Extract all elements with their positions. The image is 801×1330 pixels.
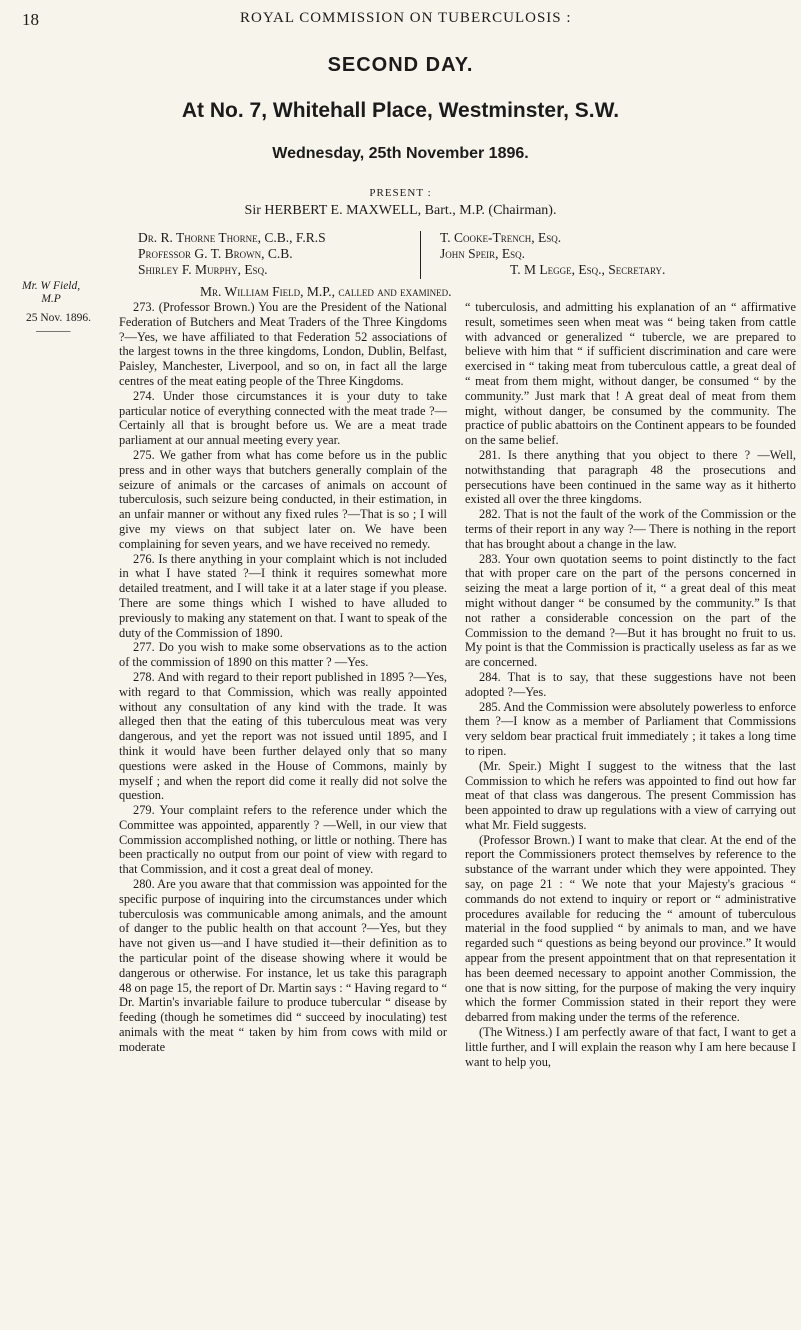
location-heading: At No. 7, Whitehall Place, Westminster, S.W. bbox=[181, 99, 620, 122]
margin-dash: ——— bbox=[36, 325, 71, 337]
paragraph: 281. Is there anything that you object to there ? —Well, notwithstanding that paragraph 48 the prosecutions and persecutions have been continued in the same way as it hitherto existed all over the three kingdoms. bbox=[465, 447, 796, 507]
paragraph: 279. Your complaint refers to the reference under which the Committee was appointed, apparently ? —Well, in our view that Commission accomplished nothing, or little or nothing. There has been practically no output from our point of view with regard to that Commission, and it cost a great deal of money. bbox=[119, 803, 447, 877]
paragraph-continuation: “ tuberculosis, and admitting his explanation of an “ affirmative result, sometimes seen when meat was “ being taken from cattle with advanced or generalized “ tubercle, we are prepared to believe with him that “ if sufficient discrimination and care were exercised in “ taking meat from tuberculous cattle, a great deal of “ meat from them might, without danger, be consumed “ by the community.” Just mark that ! A great deal of meat from them might, without danger, be consumed by the community. The practice of public abattoirs on the Continent appears to be founded on the same belief. bbox=[465, 300, 796, 448]
attendee-secretary: T. M Legge, Esq., Secretary. bbox=[510, 262, 666, 277]
margin-witness-line: Mr. W Field, bbox=[22, 280, 81, 292]
attendees-left bbox=[138, 230, 326, 278]
right-column bbox=[465, 300, 796, 1069]
attendee-divider bbox=[420, 231, 421, 279]
paragraph: 275. We gather from what has come before us in the public press and in other ways that butchers generally complain of the seizure of animals or the carcases of animals on account of tuberculosis, such seizure being conducted, in their estimation, in an unfair manner or without any fixed rules ?—That is so ; I will give my views on that subject later on. We have been complaining for seven years, and we have received no remedy. bbox=[119, 447, 447, 551]
paragraph: (The Witness.) I am perfectly aware of that fact, I want to get a little further, and I will explain the reason why I am here because I want to help you, bbox=[465, 1025, 796, 1069]
paragraph: 284. That is to say, that these suggestions have not been adopted ?—Yes. bbox=[465, 669, 796, 699]
margin-witness-name bbox=[22, 280, 80, 306]
paragraph: 282. That is not the fault of the work of the Commission or the terms of their report in any way ?— There is nothing in the report that has brought about a change in the law. bbox=[465, 507, 796, 551]
running-title: ROYAL COMMISSION ON TUBERCULOSIS : bbox=[240, 10, 572, 26]
paragraph: 285. And the Commission were absolutely powerless to enforce them ?—I know as a member of Parliament that Commissions very seldom bear practical fruit immediately ; it takes a long time to ripen. bbox=[465, 699, 796, 758]
paragraph: 276. Is there anything in your complaint which is not included in what I have stated ?—I think it requires somewhat more detailed treatment, and I will take it at a later stage if you please. There are some things which I wished to have alluded to previously to making any statement on that. I want to speak of the duty of the Commission of 1890. bbox=[119, 551, 447, 640]
attendee: Dr. R. Thorne Thorne, C.B., F.R.S bbox=[138, 230, 326, 245]
paragraph: 274. Under those circumstances it is your duty to take particular notice of everything connected with the meat trade ?—Certainly all that is brought before us. We are a meat trade parliament at our annual meeting every year. bbox=[119, 388, 447, 448]
date-heading: Wednesday, 25th November 1896. bbox=[272, 145, 529, 162]
paragraph: 273. (Professor Brown.) You are the President of the National Federation of Butchers and Meat Traders of the Three Kingdoms ?—Yes, we have affiliated to that Federation 52 associations of the largest towns in the three kingdoms, London, Dublin, Belfast, Paisley, Manchester, Liverpool, and so on, in fact all the large centres of the meat eating people of the Three Kingdoms. bbox=[119, 300, 447, 388]
page-number: 18 bbox=[22, 10, 39, 29]
paragraph: 283. Your own quotation seems to point distinctly to the fact that with proper care on the part of the persons concerned in seizing the meat a large portion of it, “ a great deal of this meat might without danger “ be consumed by the community.” Is that not rather a considerable concession on the part of the Commission to the demand ?—But it has brought no fruit to us. My point is that the Commission is practically useless as far as we are concerned. bbox=[465, 551, 796, 670]
attendee: Shirley F. Murphy, Esq. bbox=[138, 262, 268, 277]
day-heading: SECOND DAY. bbox=[327, 54, 474, 76]
witness-line: Mr. William Field, M.P., called and examined. bbox=[200, 284, 452, 299]
margin-witness-line: M.P bbox=[41, 293, 61, 305]
left-column bbox=[119, 300, 447, 1055]
paragraph: 278. And with regard to their report published in 1895 ?—Yes, with regard to that Commission, which was really appointed without any consultation of any kind with the trade. It was alleged then that the eating of this tuberculous meat was very dangerous, and yet the report was not issued until 1895, and I think it would have been further delayed only that so many questions were asked in the House of Commons, mainly by myself ; and when the report did come it really did not solve the question. bbox=[119, 669, 447, 803]
chairman-line: Sir HERBERT E. MAXWELL, Bart., M.P. (Chairman). bbox=[244, 203, 557, 218]
paragraph: 277. Do you wish to make some observations as to the action of the commission of 1890 on this matter ? —Yes. bbox=[119, 640, 447, 670]
attendee: T. Cooke-Trench, Esq. bbox=[440, 230, 562, 245]
present-label: PRESENT : bbox=[369, 187, 432, 199]
attendee: John Speir, Esq. bbox=[440, 246, 526, 261]
paragraph: (Professor Brown.) I want to make that clear. At the end of the report the Commissioners protect themselves by reference to the substance of the warrant under which they were appointed. They say, on page 21 : “ We note that your Majesty's gracious “ commands do not extend to inquiry or report or “ administrative procedures available for reducing the “ amount of tuberculous material in the food supplied “ by animals to man, and we have regarded such “ questions as being beyond our province.” It would appear from the present appointment that on that representation it has been deemed necessary to appoint another Commission, the one that is now sitting, for the purpose of making the very inquiry which the former Commission stated in their report they were debarred from making under the terms of the reference. bbox=[465, 832, 796, 1025]
margin-date: 25 Nov. 1896. bbox=[26, 312, 92, 324]
attendee: Professor G. T. Brown, C.B. bbox=[138, 246, 293, 261]
paragraph: (Mr. Speir.) Might I suggest to the witness that the last Commission to which he refers was appointed to find out how far meat of that class was dangerous. The present Commission has been appointed to draw up regulations with a view of carrying out what Mr. Field suggests. bbox=[465, 758, 796, 832]
paragraph: 280. Are you aware that that commission was appointed for the specific purpose of inquiring into the circumstances under which tuberculosis was communicable among animals, and the amount of danger to the public health on that account ?—Yes, but they have not given us—and I have studied it—their definition as to the particular point of the disease showing where it would be dangerous or otherwise. For instance, let us take this paragraph 48 on page 15, the report of Dr. Martin says : “ Having regard to “ Dr. Martin's invariable failure to produce tubercular “ disease by feeding (though he sometimes did “ succeed by inoculating) test animals with the meat “ taken by him from cows with mild or moderate bbox=[119, 877, 447, 1054]
running-head bbox=[0, 6, 801, 32]
attendees-right bbox=[440, 230, 665, 278]
